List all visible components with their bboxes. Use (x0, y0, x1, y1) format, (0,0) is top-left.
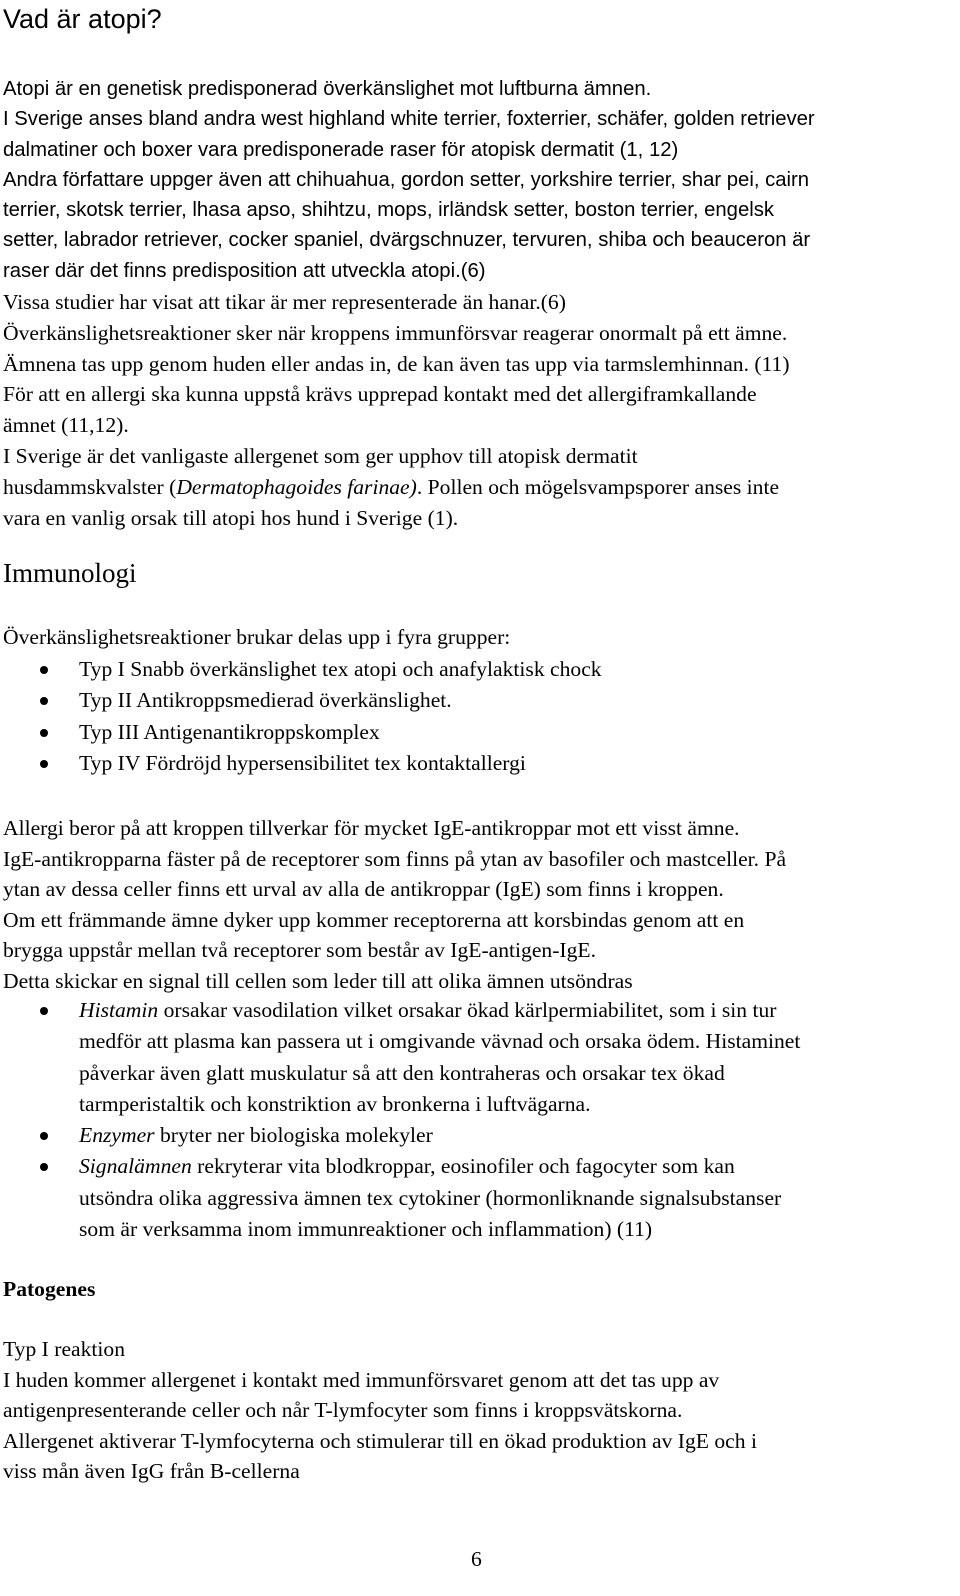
paragraph-line: IgE-antikropparna fäster på de receptorer som finns på ytan av basofiler och mastceller. På (3, 846, 787, 871)
paragraph-line: Ämnena tas upp genom huden eller andas in, de kan även tas upp via tarmslemhinnan. (11) (3, 351, 790, 376)
paragraph-line: Allergi beror på att kroppen tillverkar för mycket IgE-antikroppar mot ett visst ämne. (3, 816, 740, 840)
term-description: rekryterar vita blodkroppar, eosinofiler och fagocyter som kan (191, 1154, 735, 1179)
list-item-histamin (3, 995, 800, 1120)
term-italic: Enzymer (79, 1123, 155, 1148)
list-item-continuation: utsöndra olika aggressiva ämnen tex cytokiner (hormonliknande signalsubstanser (79, 1185, 782, 1210)
bullet-icon (40, 666, 48, 674)
list-item-signalamnen (3, 1151, 800, 1245)
term-italic: Signalämnen (79, 1154, 192, 1179)
term-italic: Histamin (79, 998, 159, 1022)
atopi-breeds-paragraph (3, 74, 815, 286)
bullet-icon (40, 1163, 48, 1171)
typ1-reaktion-paragraph (3, 1334, 757, 1487)
paragraph-line: Om ett främmande ämne dyker upp kommer receptorerna att korsbindas genom att en (3, 907, 745, 932)
bullet-icon (40, 1007, 48, 1015)
list-item-text: Typ II Antikroppsmedierad överkänslighet. (79, 688, 452, 713)
paragraph-line: viss mån även IgG från B-cellerna (3, 1459, 300, 1484)
paragraph-line: dalmatiner och boxer vara predisponerade raser för atopisk dermatit (1, 12) (3, 138, 679, 161)
list-item (3, 654, 602, 685)
page-number: 6 (471, 1547, 482, 1571)
list-item-continuation: tarmperistaltik och konstriktion av bronkerna i luftvägarna. (79, 1091, 591, 1116)
paragraph-line: I Sverige anses bland andra west highland white terrier, foxterrier, schäfer, golden retriever (3, 108, 815, 131)
list-item-text: Typ IV Fördröjd hypersensibilitet tex kontaktallergi (79, 750, 526, 775)
bullet-icon (40, 697, 48, 705)
list-item-first-line (79, 1120, 800, 1151)
term-description: orsakar vasodilation vilket orsakar ökad kärlpermiabilitet, som i sin tur (158, 998, 777, 1022)
atopi-mechanism-paragraph (3, 287, 790, 533)
list-item-continuation: påverkar även glatt muskulatur så att den kontraheras och orsakar tex ökad (79, 1060, 725, 1085)
bullet-icon (40, 729, 48, 737)
list-item-first-line (79, 1151, 800, 1182)
paragraph-line: I Sverige är det vanligaste allergenet som ger upphov till atopisk dermatit (3, 443, 638, 468)
paragraph-line: Atopi är en genetisk predisponerad överkänslighet mot luftburna ämnen. (3, 78, 652, 100)
paragraph-line: Överkänslighetsreaktioner sker när kroppens immunförsvar reagerar onormalt på ett ämne. (3, 320, 788, 345)
substances-list (3, 995, 800, 1245)
allergi-paragraph (3, 813, 786, 996)
mite-text-pre: husdammskvalster ( (3, 474, 177, 499)
list-item-continuation: medför att plasma kan passera ut i omgivande vävnad och orsaka ödem. Histaminet (79, 1029, 801, 1054)
list-item-continuation: som är verksamma inom immunreaktioner och inflammation) (11) (79, 1217, 653, 1242)
reaction-types-list (3, 654, 602, 779)
list-item (3, 748, 602, 779)
section-heading-immunologi: Immunologi (3, 558, 137, 588)
paragraph-line: raser där det finns predisposition att utveckla atopi.(6) (3, 259, 486, 282)
paragraph-line-mite (3, 472, 790, 503)
list-item-first-line (79, 995, 800, 1026)
paragraph-line: I huden kommer allergenet i kontakt med immunförsvaret genom att det tas upp av (3, 1367, 720, 1392)
subheading-typ1-reaktion: Typ I reaktion (3, 1337, 126, 1361)
mite-species-italic: Dermatophagoides farinae) (176, 474, 417, 499)
paragraph-line: Allergenet aktiverar T-lymfocyterna och stimulerar till en ökad produktion av IgE och i (3, 1428, 757, 1453)
list-item (3, 717, 602, 748)
list-item (3, 685, 602, 716)
paragraph-line: ämnet (11,12). (3, 413, 129, 438)
paragraph-line: Vissa studier har visat att tikar är mer representerade än hanar.(6) (3, 290, 566, 314)
bullet-icon (40, 1132, 48, 1140)
list-item-enzymer (3, 1120, 800, 1151)
immunologi-intro: Överkänslighetsreaktioner brukar delas upp i fyra grupper: (3, 625, 511, 649)
paragraph-line: Andra författare uppger även att chihuahua, gordon setter, yorkshire terrier, shar pei, cairn (3, 168, 810, 191)
paragraph-line: setter, labrador retriever, cocker spaniel, dvärgschnuzer, tervuren, shiba och beauceron är (3, 229, 811, 252)
paragraph-line: antigenpresenterande celler och når T-lymfocyter som finns i kroppsvätskorna. (3, 1398, 683, 1423)
section-heading-patogenes: Patogenes (3, 1277, 96, 1301)
section-heading-vad-ar-atopi: Vad är atopi? (3, 4, 162, 34)
paragraph-line: terrier, skotsk terrier, lhasa apso, shihtzu, mops, irländsk setter, boston terrier, engelsk (3, 199, 775, 222)
term-description: bryter ner biologiska molekyler (154, 1123, 433, 1148)
mite-text-post: . Pollen och mögelsvampsporer anses inte (416, 474, 780, 499)
paragraph-line: ytan av dessa celler finns ett urval av alla de antikroppar (IgE) som finns i kroppen. (3, 877, 724, 901)
paragraph-line: Detta skickar en signal till cellen som leder till att olika ämnen utsöndras (3, 968, 633, 993)
paragraph-line: För att en allergi ska kunna uppstå krävs upprepad kontakt med det allergiframkallande (3, 382, 757, 407)
bullet-icon (40, 760, 48, 768)
list-item-text: Typ I Snabb överkänslighet tex atopi och anafylaktisk chock (79, 657, 602, 681)
list-item-text: Typ III Antigenantikroppskomplex (79, 719, 380, 744)
paragraph-line: vara en vanlig orsak till atopi hos hund i Sverige (1). (3, 505, 459, 530)
paragraph-line: brygga uppstår mellan två receptorer som består av IgE-antigen-IgE. (3, 938, 596, 962)
